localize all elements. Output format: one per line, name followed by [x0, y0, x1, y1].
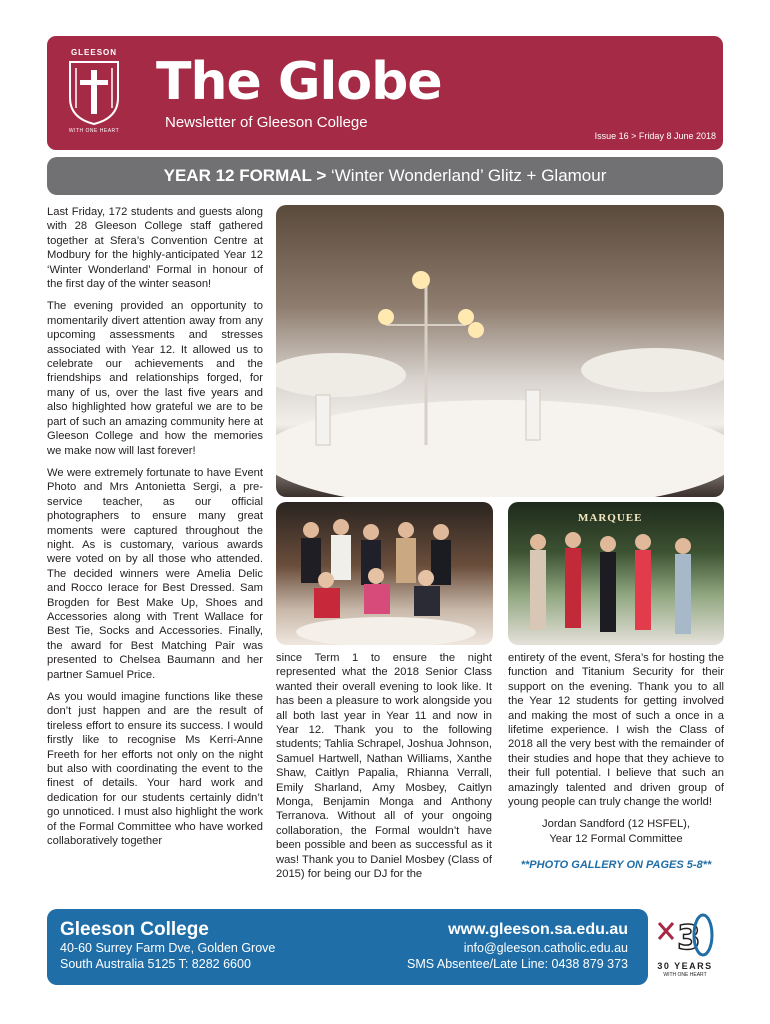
- paragraph: Last Friday, 172 students and guests along with 28 Gleeson College staff gathered together at Sfera’s Convention Centre at Modbury for the highly-anticipated Year 12 ‘Winter Wonderland’ Formal in honour of the first day of the winter season!: [47, 206, 263, 291]
- website-link[interactable]: www.gleeson.sa.edu.au: [448, 921, 628, 938]
- paragraph: As you would imagine functions like these don’t just happen and are the result of tireless effort to ensure its success. I would firstly like to recognise Ms Kerri-Anne Freeth for her efforts not only on the night but also with coordinating the event to the finest of details. Your hard work and dedication for our students certainly didn’t go unnoticed. I must also highlight the work of the Formal Committee who have worked collaboratively together: [47, 691, 263, 848]
- paragraph: The evening provided an opportunity to momentarily divert attention away from any upcoming assessments and stresses associated with Year 12. It allowed us to celebrate our achievements and the friendships and relationships forged, for many of us, over the last five years and also highlighted how grateful we are to be part of such an amazing community here at Gleeson College and how the memories we make now will last forever!: [47, 300, 263, 457]
- students-group-photo: [276, 502, 493, 645]
- marquee-wall-photo: [508, 502, 724, 645]
- footer-contact-bar: [47, 909, 648, 985]
- anniversary-motto: WITH ONE HEART: [663, 972, 707, 978]
- paragraph: We were extremely fortunate to have Event Photo and Mrs Antonietta Sergi, a pre-service teacher, as our official photographers to ensure many great moments were captured throughout the night. As is customary, various awards were voted on by all those who attended. The decided winners were Amelia Delic and Rocco Ierace for Best Dressed. Sam Brogden for Best Make Up, Shoes and Accessories along with Trent Wallace for Best Tie, Socks and Accessories. Finally, the award for Best Matching Pair was presented to Chelsea Baumann and her partner Samuel Price.: [47, 466, 263, 681]
- thirty-years-icon: [653, 909, 717, 961]
- anniversary-logo: [653, 909, 717, 989]
- crest-title: GLEESON: [70, 48, 118, 57]
- headline-rest: ‘Winter Wonderland’ Glitz + Glamour: [326, 166, 607, 185]
- svg-text:3: 3: [677, 918, 701, 958]
- anniversary-years: 30 YEARS: [657, 961, 713, 971]
- author-signoff: [508, 817, 724, 846]
- article-column-2: [276, 651, 492, 890]
- article-column-3: [508, 651, 724, 873]
- issue-date: Issue 16 > Friday 8 June 2018: [594, 131, 716, 141]
- shield-icon: [66, 60, 122, 126]
- article-column-1: [47, 205, 263, 856]
- headline-lead: YEAR 12 FORMAL >: [163, 166, 327, 185]
- paragraph: since Term 1 to ensure the night represented what the 2018 Senior Class wanted their overall evening to look like. It has been a pleasure to work alongside you all both last year in Year 11 and now in Year 12. Thank you to the following students; Tahlia Schrapel, Joshua Johnson, Samuel Hartwell, Nathan Williams, Xanthe Shaw, Caitlyn Papalia, Rhianna Verrall, Emily Sharland, Amy Mosbey, Caitlyn Monga, Benjamin Monga and Anthony Terranova. Without all of your ongoing collaboration, the Formal wouldn’t have been possible and been as successful as it was! Thank you to Daniel Mosbey (Class of 2015) for being our DJ for the: [276, 652, 492, 881]
- article-headline: [47, 157, 723, 195]
- crest-motto: WITH ONE HEART: [68, 128, 120, 134]
- footer-address-line1: 40-60 Surrey Farm Dve, Golden Grove: [60, 941, 276, 955]
- author-name: Jordan Sandford (12 HSFEL),: [542, 818, 690, 831]
- students-image: [276, 502, 493, 645]
- newsletter-title: The Globe: [156, 52, 442, 112]
- photo-gallery-note: **PHOTO GALLERY ON PAGES 5-8**: [520, 859, 712, 872]
- college-crest: [62, 48, 126, 138]
- paragraph: entirety of the event, Sfera’s for hosting the function and Titanium Security for their support on the evening. Thank you to all the Year 12 students for getting involved and making the most of such a once in a lifetime experience. I wish the Class of 2018 all the very best with the remainder of their studies and hope that they achieve to their full potential. I believe that such an amazingly talented and driven group of young people can truly change the world!: [508, 652, 724, 809]
- sms-line: SMS Absentee/Late Line: 0438 879 373: [406, 957, 628, 971]
- footer-address-line2: South Australia 5125 T: 8282 6600: [60, 957, 251, 971]
- email-link[interactable]: info@gleeson.catholic.edu.au: [463, 941, 628, 955]
- marquee-sign: MARQUEE: [578, 512, 643, 524]
- newsletter-subtitle: Newsletter of Gleeson College: [165, 114, 368, 131]
- footer-college-name: Gleeson College: [60, 919, 209, 940]
- author-role: Year 12 Formal Committee: [549, 832, 683, 845]
- formal-venue-photo: [276, 205, 724, 497]
- candelabra-image: [276, 205, 724, 497]
